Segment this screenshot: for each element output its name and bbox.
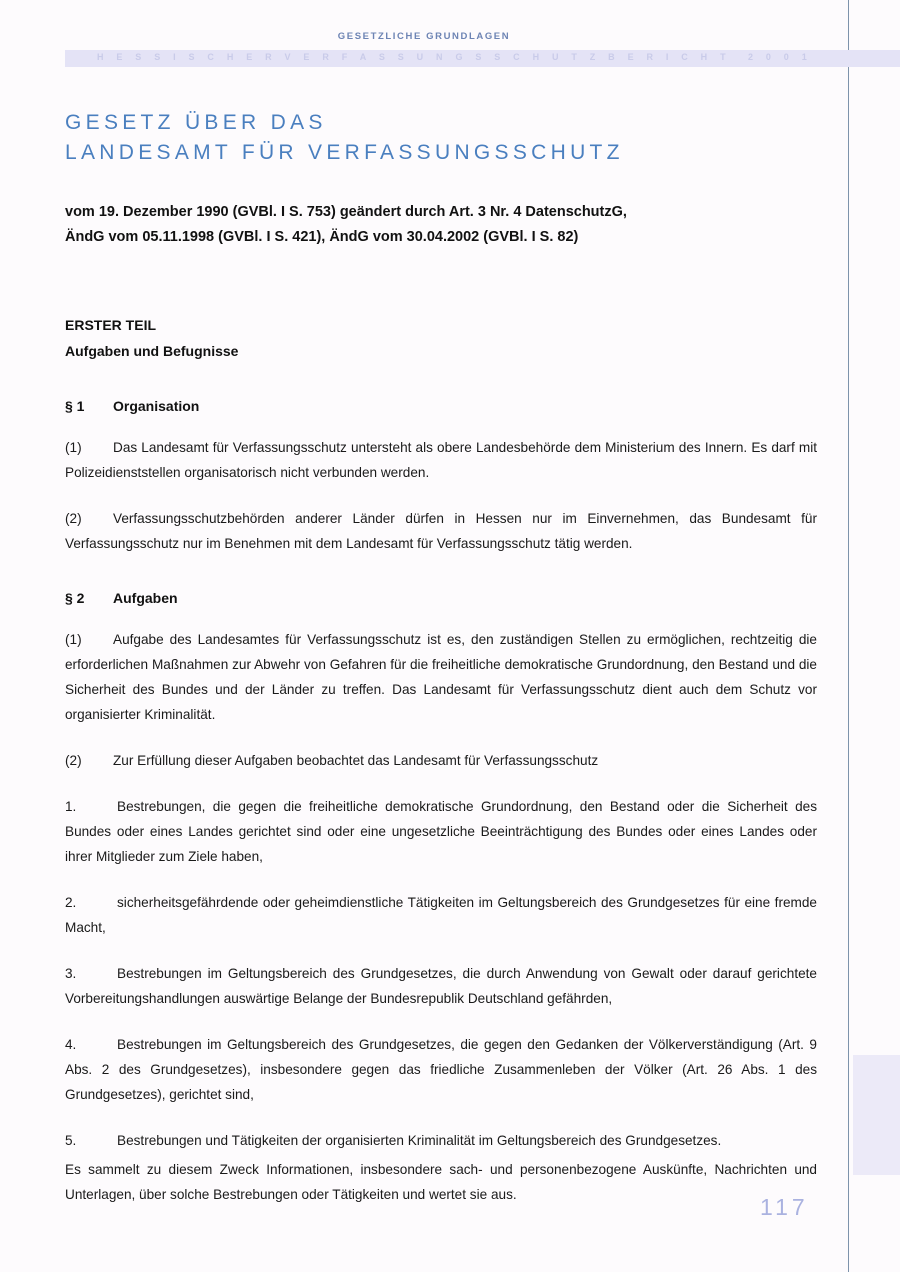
paragraph-number: (1) [65, 440, 82, 455]
list-item-number: 2. [65, 895, 77, 910]
section-2-paragraph-1 [65, 606, 817, 727]
side-accent-block [853, 1055, 900, 1175]
list-item-text: sicherheitsgefährdende oder geheimdienstliche Tätigkeiten im Geltungsbereich des Grundgesetzes für eine fremde Macht, [65, 895, 817, 935]
list-item-number: 5. [65, 1133, 77, 1148]
list-item-number: 4. [65, 1037, 77, 1052]
list-item [65, 869, 817, 940]
document-subtitle-line-2: ÄndG vom 05.11.1998 (GVBl. I S. 421), ÄndG vom 30.04.2002 (GVBl. I S. 82) [65, 229, 579, 245]
section-heading-1 [65, 364, 817, 414]
running-head: GESETZLICHE GRUNDLAGEN [337, 31, 511, 42]
paragraph-text: Zur Erfüllung dieser Aufgaben beobachtet das Landesamt für Verfassungsschutz [113, 753, 599, 768]
list-item-number: 3. [65, 966, 77, 981]
list-item-text: Bestrebungen, die gegen die freiheitliche demokratische Grundordnung, den Bestand oder die Sicherheit des Bundes oder eines Landes gerichtet sind oder eine ungesetzliche Beeinträchtigung des Bundes oder eines Landes oder ihrer Mitglieder zum Ziele haben, [65, 799, 817, 864]
header-band-title: H E S S I S C H E R V E R F A S S U N G S S C H U T Z B E R I C H T [97, 52, 731, 62]
part-heading-line-1: ERSTER TEIL [65, 317, 157, 333]
list-item-text: Bestrebungen im Geltungsbereich des Grundgesetzes, die durch Anwendung von Gewalt oder darauf gerichtete Vorbereitungshandlungen auswärtige Belange der Bundesrepublik Deutschland gefährden, [65, 966, 817, 1006]
section-2-paragraph-2 [65, 727, 817, 773]
list-item-number: 1. [65, 799, 77, 814]
list-item [65, 940, 817, 1011]
section-2-closing-text: Es sammelt zu diesem Zweck Informationen, insbesondere sach- und personenbezogene Auskünfte, Nachrichten und Unterlagen, über solche Bestrebungen oder Tätigkeiten und wertet sie aus. [65, 1162, 817, 1202]
section-symbol-2: § 2 [65, 590, 85, 606]
section-heading-2 [65, 556, 817, 606]
part-heading [65, 250, 817, 364]
page-vertical-rule [848, 0, 849, 1272]
paragraph-number: (1) [65, 632, 82, 647]
header-band-year: 2 0 0 1 [748, 52, 812, 62]
paragraph-text: Aufgabe des Landesamtes für Verfassungsschutz ist es, den zuständigen Stellen zu ermöglichen, rechtzeitig die erforderlichen Maßnahmen zur Abwehr von Gefahren für die freiheitliche demokratische Grundordnung, den Bestand und die Sicherheit des Bundes und der Länder zu treffen. Das Landesamt für Verfassungsschutz dient auch dem Schutz vor organisierter Kriminalität. [65, 632, 817, 722]
page-number: 117 [760, 1194, 809, 1220]
section-title-2: Aufgaben [113, 590, 178, 606]
paragraph-number: (2) [65, 753, 82, 768]
list-item-text: Bestrebungen im Geltungsbereich des Grundgesetzes, die gegen den Gedanken der Völkerverständigung (Art. 9 Abs. 2 des Grundgesetzes), insbesondere gegen das friedliche Zusammenleben der Völker (Art. 26 Abs. 1 des Grundgesetzes), gerichtet sind, [65, 1037, 817, 1102]
section-symbol-1: § 1 [65, 398, 85, 414]
page-title-line-1: GESETZ ÜBER DAS [65, 111, 327, 134]
paragraph-text: Das Landesamt für Verfassungsschutz untersteht als obere Landesbehörde dem Ministerium des Innern. Es darf mit Polizeidienststellen organisatorisch nicht verbunden werden. [65, 440, 817, 480]
paragraph-text: Verfassungsschutzbehörden anderer Länder dürfen in Hessen nur im Einvernehmen, das Bundesamt für Verfassungsschutz nur im Benehmen mit dem Landesamt für Verfassungsschutz tätig werden. [65, 511, 817, 551]
list-item [65, 1011, 817, 1107]
document-subtitle-line-1: vom 19. Dezember 1990 (GVBl. I S. 753) geändert durch Art. 3 Nr. 4 DatenschutzG, [65, 204, 627, 220]
section-1-paragraph-1 [65, 414, 817, 485]
paragraph-number: (2) [65, 511, 82, 526]
document-subtitle [65, 168, 817, 250]
section-title-1: Organisation [113, 398, 200, 414]
page-title-line-2: LANDESAMT FÜR VERFASSUNGSSCHUTZ [65, 141, 624, 164]
page-content [65, 0, 817, 1207]
section-1-paragraph-2 [65, 485, 817, 556]
list-item-text: Bestrebungen und Tätigkeiten der organisierten Kriminalität im Geltungsbereich des Grundgesetzes. [117, 1133, 722, 1148]
list-item [65, 773, 817, 869]
page-title [65, 0, 817, 168]
part-heading-line-2: Aufgaben und Befugnisse [65, 343, 239, 359]
list-item [65, 1107, 817, 1153]
